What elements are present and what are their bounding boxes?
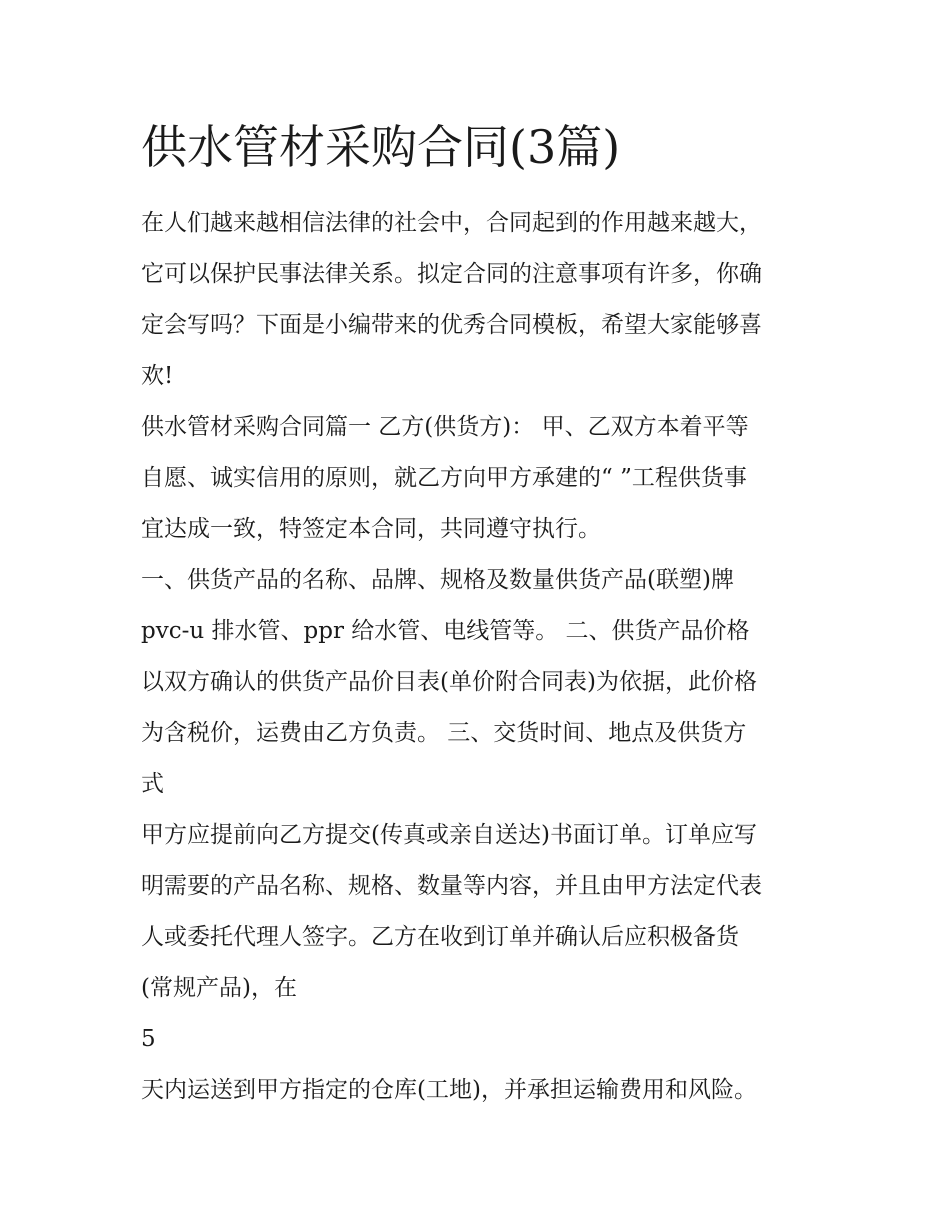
body-line: 式 [141, 771, 164, 797]
body-line: 天内运送到甲方指定的仓库(工地)，并承担运输费用和风险。 [141, 1077, 757, 1103]
body-line: 5 [141, 1026, 156, 1052]
body-line: 在人们越来越相信法律的社会中，合同起到的作用越来越大， [141, 210, 762, 236]
body-line: 甲方应提前向乙方提交(传真或亲自送达)书面订单。订单应写 [141, 822, 757, 848]
document-content [141, 112, 821, 1116]
body-line: 定会写吗？下面是小编带来的优秀合同模板，希望大家能够喜 [141, 312, 762, 338]
body-line: 供水管材采购合同篇一 乙方(供货方)： 甲、乙双方本着平等 [141, 414, 749, 440]
body-line: 欢! [141, 363, 174, 389]
body-line: 它可以保护民事法律关系。拟定合同的注意事项有许多，你确 [141, 261, 762, 287]
body-line: pvc-u 排水管、ppr 给水管、电线管等。 二、供货产品价格 [141, 618, 750, 644]
body-line: 一、供货产品的名称、品牌、规格及数量供货产品(联塑)牌 [141, 567, 734, 593]
body-line: (常规产品)，在 [141, 975, 297, 1001]
document-title: 供水管材采购合同(3篇) [141, 120, 621, 174]
document-body [141, 198, 821, 1116]
body-line: 宜达成一致，特签定本合同，共同遵守执行。 [141, 516, 601, 542]
body-line: 人或委托代理人签字。乙方在收到订单并确认后应积极备货 [141, 924, 739, 950]
body-line: 明需要的产品名称、规格、数量等内容，并且由甲方法定代表 [141, 873, 762, 899]
body-line: 以双方确认的供货产品价目表(单价附合同表)为依据，此价格 [141, 669, 757, 695]
body-line: 为含税价，运费由乙方负责。 三、交货时间、地点及供货方 [141, 720, 747, 746]
body-line: 自愿、诚实信用的原则，就乙方向甲方承建的“ ”工程供货事 [141, 465, 747, 491]
